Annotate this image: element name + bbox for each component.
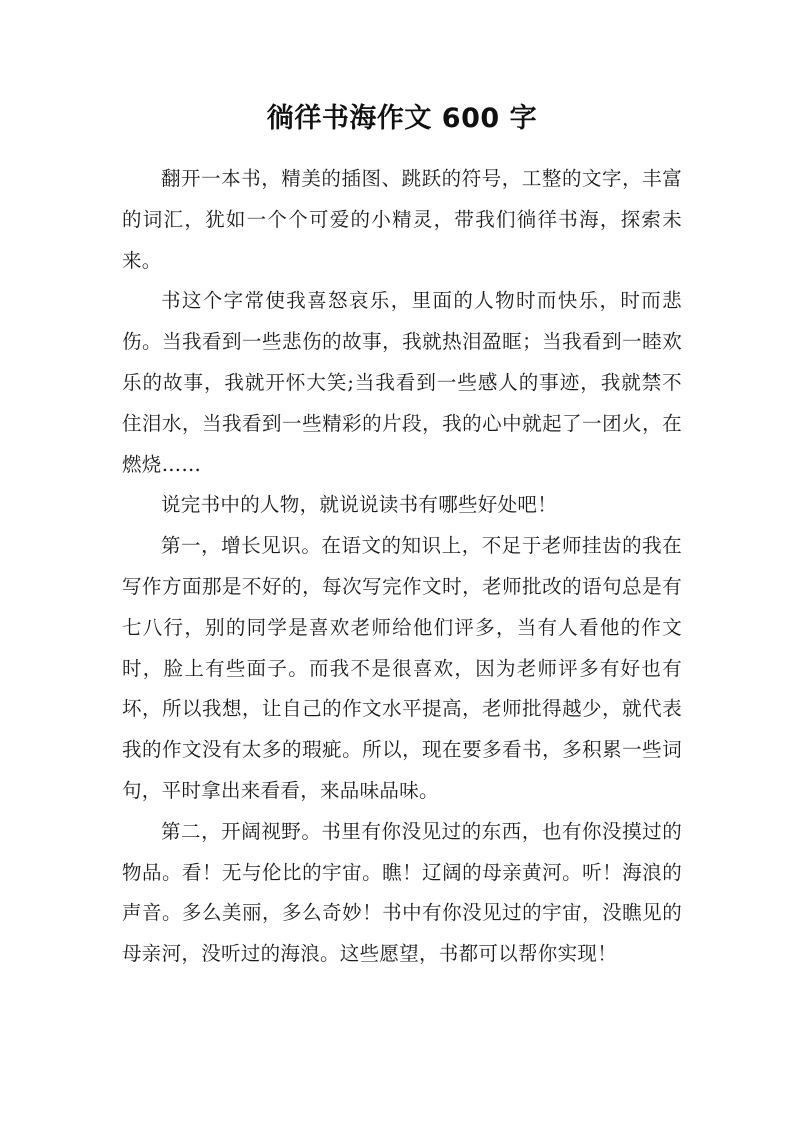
paragraph-2: 书这个字常使我喜怒哀乐，里面的人物时而快乐，时而悲伤。当我看到一些悲伤的故事，我就热泪盈眶；当我看到一睦欢乐的故事，我就开怀大笑;当我看到一些感人的事迹，我就禁不住泪水，当我看到一些精彩的片段，我的心中就起了一团火，在燃烧…… (122, 289, 682, 476)
paragraph-3: 说完书中的人物，就说说读书有哪些好处吧！ (161, 493, 558, 517)
document-title: 徜徉书海作文 600 字 (266, 103, 538, 134)
paragraph-5: 第二，开阔视野。书里有你没见过的东西，也有你没摸过的物品。看！无与伦比的宇宙。瞧！辽阔的母亲黄河。听！海浪的声音。多么美丽，多么奇妙！书中有你没见过的宇宙，没瞧见的母亲河，没听过的海浪。这些愿望，书都可以帮你实现！ (122, 819, 682, 966)
paragraph-4: 第一，增长见识。在语文的知识上，不足于老师挂齿的我在写作方面那是不好的，每次写完作文时，老师批改的语句总是有七八行，别的同学是喜欢老师给他们评多，当有人看他的作文时，脸上有些面子。而我不是很喜欢，因为老师评多有好也有坏，所以我想，让自己的作文水平提高，老师批得越少，就代表我的作文没有太多的瑕疵。所以，现在要多看书，多积累一些词句，平时拿出来看看，来品味品味。 (122, 534, 682, 802)
paragraph-1: 翻开一本书，精美的插图、跳跃的符号，工整的文字，丰富的词汇，犹如一个个可爱的小精灵，带我们徜徉书海，探索未来。 (122, 167, 682, 272)
